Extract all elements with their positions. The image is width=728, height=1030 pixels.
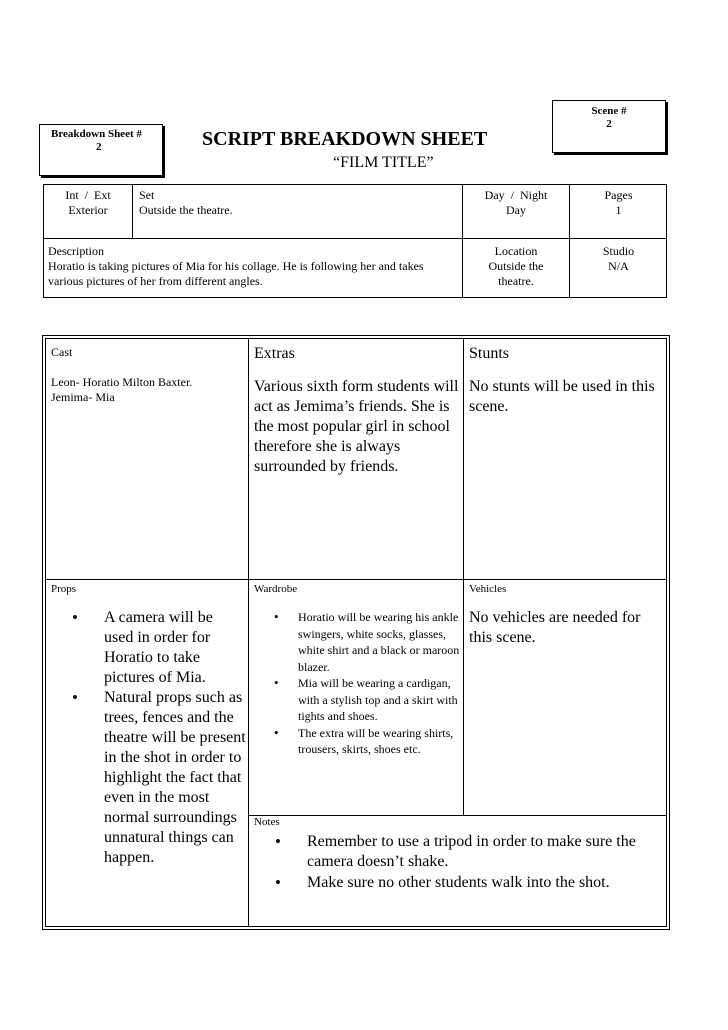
wardrobe-cell [254,583,461,758]
cast-line-2: Jemima- Mia [51,390,115,404]
notes-label: Notes [254,816,280,828]
location-value: Outside the theatre. [488,259,544,288]
scene-info-table [43,184,667,298]
breakdown-sheet-number-box [39,124,163,176]
scene-number-box [552,100,666,153]
notes-cell [254,816,664,893]
extras-cell [254,344,459,477]
description-cell [48,244,460,289]
notes-list [254,832,664,893]
film-title: “FILM TITLE” [333,154,434,171]
studio-label: Studio [602,244,635,258]
description-label: Description [48,244,104,258]
pages-cell [570,188,667,218]
notes-item: • Make sure no other students walk into the shot. [272,873,664,893]
notes-item: • Remember to use a tripod in order to make sure the camera doesn’t shake. [272,832,664,872]
props-item: • Natural props such as trees, fences and the theatre will be present in the shot in order to highlight the fact that even in the most normal surroundings unnatural things can happen. [69,688,246,868]
stunts-label: Stunts [469,345,510,362]
day-night-value: Day [506,203,526,217]
props-item: • A camera will be used in order for Horatio to take pictures of Mia. [69,608,246,688]
wardrobe-item: • The extra will be wearing shirts, trousers, skirts, shoes etc. [270,725,461,758]
day-night-cell [463,188,569,218]
cast-label: Cast [51,345,73,359]
props-label: Props [51,583,77,595]
page-title: SCRIPT BREAKDOWN SHEET [202,128,488,150]
int-ext-cell [44,188,132,218]
stunts-text: No stunts will be used in this scene. [469,378,655,415]
extras-text: Various sixth form students will act as Jemima’s friends. She is the most popular girl in school therefore she is always surrounded by friends. [254,378,459,475]
extras-label: Extras [254,345,295,362]
location-cell [473,244,559,289]
props-cell [51,583,246,868]
breakdown-grid [45,338,667,927]
wardrobe-item: • Horatio will be wearing his ankle swingers, white socks, glasses, white shirt and a black or maroon blazer. [270,609,461,675]
int-ext-value: Exterior [68,203,108,217]
breakdown-sheet-label: Breakdown Sheet # [51,128,142,140]
int-ext-label: Int / Ext [65,188,111,202]
vehicles-cell [469,583,665,648]
set-label: Set [139,188,155,202]
studio-cell [570,244,667,274]
location-label: Location [494,244,538,258]
vehicles-label: Vehicles [469,583,507,595]
vehicles-text: No vehicles are needed for this scene. [469,609,641,646]
studio-value: N/A [608,259,629,273]
breakdown-sheet-value: 2 [96,141,102,153]
scene-number-value: 2 [606,118,612,130]
description-value: Horatio is taking pictures of Mia for his collage. He is following her and takes various pictures of her from different angles. [48,259,424,288]
cast-cell [51,345,245,405]
set-value: Outside the theatre. [139,203,233,217]
wardrobe-list [254,609,461,758]
scene-number-label: Scene # [591,105,627,117]
set-cell [139,188,459,218]
wardrobe-item: • Mia will be wearing a cardigan, with a stylish top and a skirt with tights and shoes. [270,675,461,725]
wardrobe-label: Wardrobe [254,583,298,595]
props-list [51,608,246,868]
stunts-cell [469,344,665,417]
pages-label: Pages [604,188,633,202]
day-night-label: Day / Night [484,188,548,202]
pages-value: 1 [615,203,622,217]
cast-line-1: Leon- Horatio Milton Baxter. [51,375,193,389]
